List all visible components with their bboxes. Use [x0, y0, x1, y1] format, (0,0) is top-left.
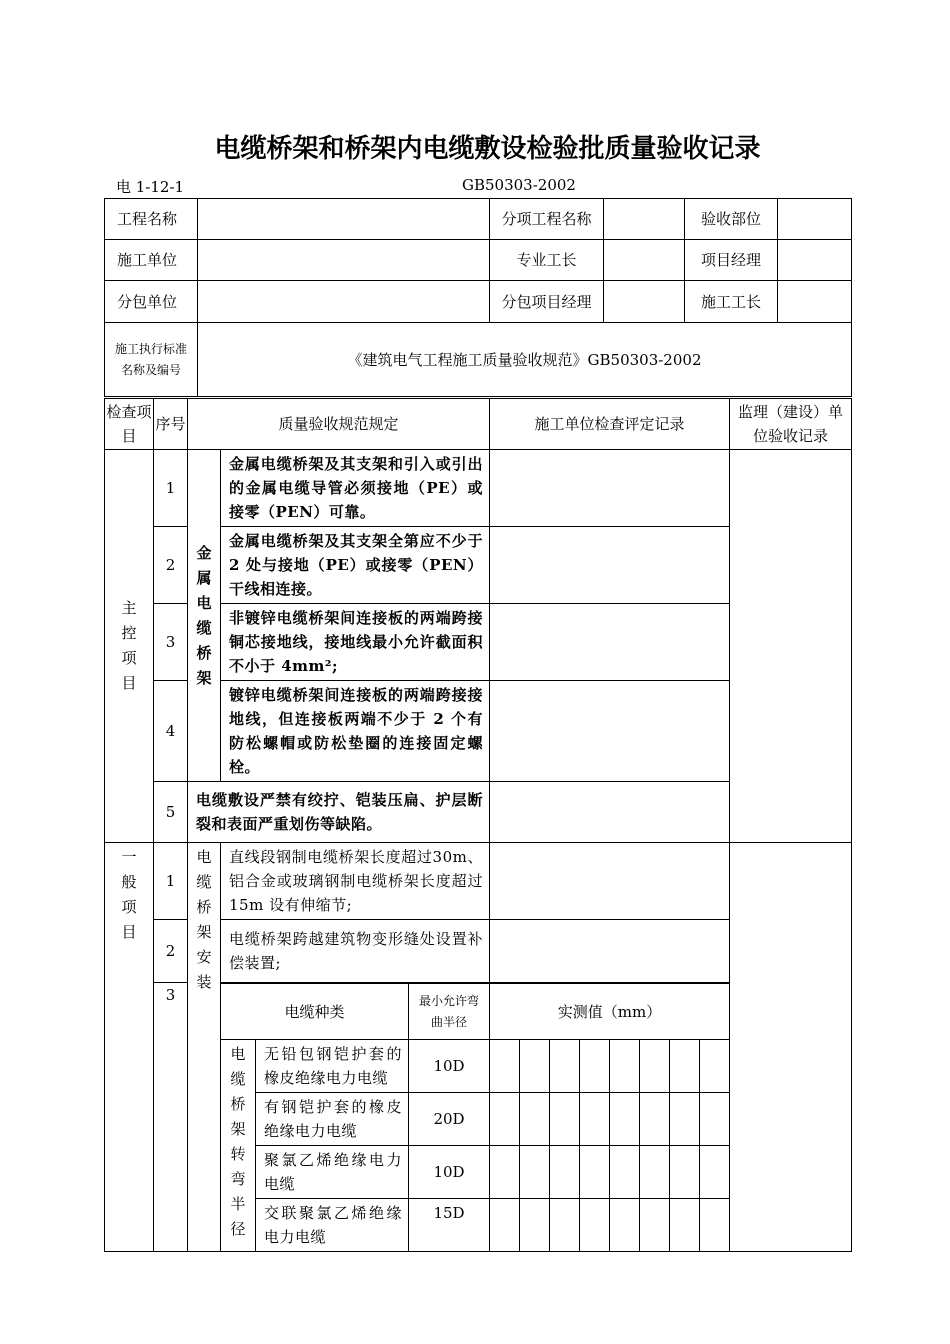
exec-standard-label: 施工执行标准名称及编号 [105, 323, 198, 397]
bend-radius: 10D [409, 1146, 490, 1199]
main-item-text: 金属电缆桥架及其支架和引入或引出的金属电缆导管必须接地（PE）或接零（PEN）可靠。 [221, 450, 490, 527]
measured-cell[interactable] [550, 1040, 580, 1093]
main-item-check[interactable] [490, 604, 730, 681]
acceptance-part-value[interactable] [778, 199, 852, 240]
measured-cell[interactable] [640, 1040, 670, 1093]
sub-project-name-value[interactable] [604, 199, 685, 240]
bend-side-label: 电 缆 桥 架 转 弯 半 径 [221, 1040, 256, 1252]
measured-cell[interactable] [700, 1093, 730, 1146]
measured-cell[interactable] [610, 1146, 640, 1199]
main-item-check[interactable] [490, 450, 730, 527]
general-group-label: 电 缆 桥 架 安 装 [188, 843, 221, 1252]
bend-radius: 10D [409, 1040, 490, 1093]
bend-type-header: 电缆种类 [221, 984, 409, 1040]
project-manager-label: 项目经理 [685, 240, 778, 281]
construction-unit-value[interactable] [198, 240, 490, 281]
sub-project-name-label: 分项工程名称 [490, 199, 604, 240]
measured-cell[interactable] [640, 1146, 670, 1199]
col-check-item: 检查项目 [105, 399, 154, 450]
col-self-check: 施工单位检查评定记录 [490, 399, 730, 450]
project-manager-value[interactable] [778, 240, 852, 281]
general-item-no: 3 [154, 983, 188, 1252]
measured-cell[interactable] [520, 1093, 550, 1146]
general-item-check[interactable] [490, 920, 730, 983]
main-supervision-cell[interactable] [730, 450, 852, 843]
general-item-check[interactable] [490, 843, 730, 920]
main-item-text: 镀锌电缆桥架间连接板的两端跨接接地线，但连接板两端不少于 2 个有防松螺帽或防松垫圈的连接固定螺栓。 [221, 681, 490, 782]
general-item-text: 直线段钢制电缆桥架长度超过30m、铝合金或玻璃钢制电缆桥架长度超过 15m 设有伸缩节; [221, 843, 490, 920]
main-item-text: 金属电缆桥架及其支架全第应不少于 2 处与接地（PE）或接零（PEN）干线相连接。 [221, 527, 490, 604]
measured-cell[interactable] [520, 1040, 550, 1093]
measured-cell[interactable] [580, 1199, 610, 1252]
measured-cell[interactable] [490, 1199, 520, 1252]
measured-cell[interactable] [640, 1093, 670, 1146]
main-item-no: 3 [154, 604, 188, 681]
subcontract-pm-value[interactable] [604, 281, 685, 323]
main-item-check[interactable] [490, 782, 730, 843]
page-title: 电缆桥架和桥架内电缆敷设检验批质量验收记录 [214, 134, 761, 164]
construction-unit-label: 施工单位 [105, 240, 198, 281]
main-item-text: 电缆敷设严禁有绞拧、铠装压扁、护层断裂和表面严重划伤等缺陷。 [188, 782, 490, 843]
project-name-label: 工程名称 [105, 199, 198, 240]
bend-radius: 20D [409, 1093, 490, 1146]
measured-cell[interactable] [490, 1040, 520, 1093]
general-label: 一 般 项 目 [105, 843, 154, 1252]
measured-cell[interactable] [550, 1199, 580, 1252]
measured-cell[interactable] [520, 1199, 550, 1252]
acceptance-part-label: 验收部位 [685, 199, 778, 240]
measured-cell[interactable] [670, 1146, 700, 1199]
measured-cell[interactable] [490, 1146, 520, 1199]
measured-cell[interactable] [580, 1040, 610, 1093]
subcontract-pm-label: 分包项目经理 [490, 281, 604, 323]
measured-cell[interactable] [550, 1093, 580, 1146]
general-item-text: 电缆桥架跨越建筑物变形缝处设置补偿装置; [221, 920, 490, 983]
main-item-check[interactable] [490, 527, 730, 604]
measured-cell[interactable] [580, 1093, 610, 1146]
main-item-check[interactable] [490, 681, 730, 782]
measured-cell[interactable] [700, 1146, 730, 1199]
measured-cell[interactable] [700, 1199, 730, 1252]
col-seq: 序号 [154, 399, 188, 450]
measured-cell[interactable] [670, 1040, 700, 1093]
professional-foreman-value[interactable] [604, 240, 685, 281]
measured-cell[interactable] [610, 1040, 640, 1093]
col-supervision: 监理（建设）单位验收记录 [730, 399, 852, 450]
measured-cell[interactable] [610, 1199, 640, 1252]
measured-cell[interactable] [670, 1093, 700, 1146]
measured-cell[interactable] [580, 1146, 610, 1199]
professional-foreman-label: 专业工长 [490, 240, 604, 281]
form-code: 电 1-12-1 [116, 178, 185, 196]
general-item-no: 2 [154, 920, 188, 983]
bend-cable-type: 有钢铠护套的橡皮绝缘电力电缆 [256, 1093, 409, 1146]
measured-cell[interactable] [670, 1199, 700, 1252]
general-item-no: 1 [154, 843, 188, 920]
main-item-no: 2 [154, 527, 188, 604]
main-control-label: 主 控 项 目 [105, 450, 154, 843]
inspection-table [104, 398, 852, 1252]
measured-cell[interactable] [640, 1199, 670, 1252]
construction-leader-value[interactable] [778, 281, 852, 323]
main-group-label: 金 属 电 缆 桥 架 [188, 450, 221, 782]
bend-radius: 15D [409, 1199, 490, 1252]
bend-cable-type: 聚氯乙烯绝缘电力电缆 [256, 1146, 409, 1199]
exec-standard-value: 《建筑电气工程施工质量验收规范》GB50303-2002 [198, 323, 852, 397]
bend-cable-type: 交联聚氯乙烯绝缘电力电缆 [256, 1199, 409, 1252]
measured-cell[interactable] [520, 1146, 550, 1199]
main-item-no: 4 [154, 681, 188, 782]
main-item-no: 5 [154, 782, 188, 843]
bend-radius-header: 最小允许弯曲半径 [409, 984, 490, 1040]
header-table [104, 198, 852, 397]
measured-cell[interactable] [700, 1040, 730, 1093]
project-name-value[interactable] [198, 199, 490, 240]
main-item-text: 非镀锌电缆桥架间连接板的两端跨接铜芯接地线，接地线最小允许截面积不小于 4mm²; [221, 604, 490, 681]
bend-measured-header: 实测值（mm） [490, 984, 730, 1040]
measured-cell[interactable] [550, 1146, 580, 1199]
bend-cable-type: 无铅包钢铠护套的橡皮绝缘电力电缆 [256, 1040, 409, 1093]
col-spec: 质量验收规范规定 [188, 399, 490, 450]
standard-code: GB50303-2002 [462, 176, 576, 194]
measured-cell[interactable] [490, 1093, 520, 1146]
general-supervision-cell[interactable] [730, 843, 852, 1252]
construction-leader-label: 施工工长 [685, 281, 778, 323]
subcontract-unit-label: 分包单位 [105, 281, 198, 323]
main-item-no: 1 [154, 450, 188, 527]
measured-cell[interactable] [610, 1093, 640, 1146]
subcontract-unit-value[interactable] [198, 281, 490, 323]
